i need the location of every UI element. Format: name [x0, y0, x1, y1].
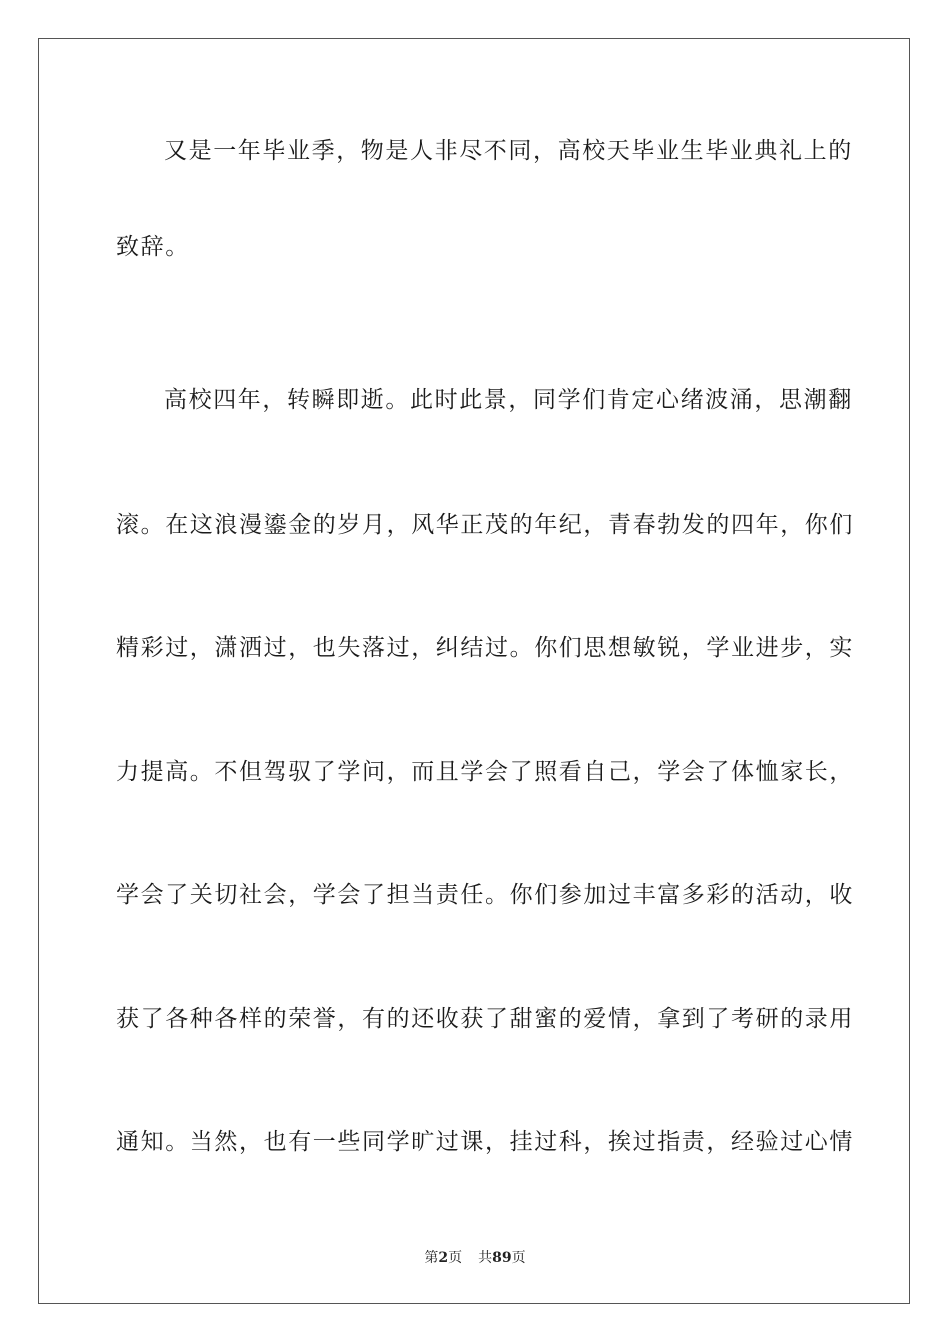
paragraph-2-line-2: 滚。在这浪漫鎏金的岁月，风华正茂的年纪，青春勃发的四年，你们 [116, 512, 854, 538]
paragraph-2-line-5: 学会了关切社会，学会了担当责任。你们参加过丰富多彩的活动，收 [116, 882, 854, 908]
paragraph-2-line-1: 高校四年，转瞬即逝。此时此景，同学们肯定心绪波涌，思潮翻 [164, 387, 853, 413]
paragraph-1-line-2: 致辞。 [116, 234, 190, 260]
page-prefix: 第 [424, 1250, 439, 1266]
paragraph-2-line-6: 获了各种各样的荣誉，有的还收获了甜蜜的爱情，拿到了考研的录用 [116, 1006, 854, 1032]
total-suffix: 页 [511, 1250, 526, 1266]
page-footer [0, 1249, 950, 1267]
paragraph-1-line-1: 又是一年毕业季，物是人非尽不同，高校天毕业生毕业典礼上的 [164, 138, 853, 164]
paragraph-2-line-3: 精彩过，潇洒过，也失落过，纠结过。你们思想敏锐，学业进步，实 [116, 635, 854, 661]
page-border [38, 38, 910, 1304]
page-suffix: 页 [448, 1250, 463, 1266]
page-number: 2 [438, 1250, 449, 1266]
paragraph-2-line-4: 力提高。不但驾驭了学问，而且学会了照看自己，学会了体恤家长， [116, 759, 854, 785]
paragraph-2-line-7: 通知。当然，也有一些同学旷过课，挂过科，挨过指责，经验过心情 [116, 1129, 854, 1155]
total-prefix: 共 [478, 1250, 493, 1266]
total-pages: 89 [492, 1250, 512, 1266]
